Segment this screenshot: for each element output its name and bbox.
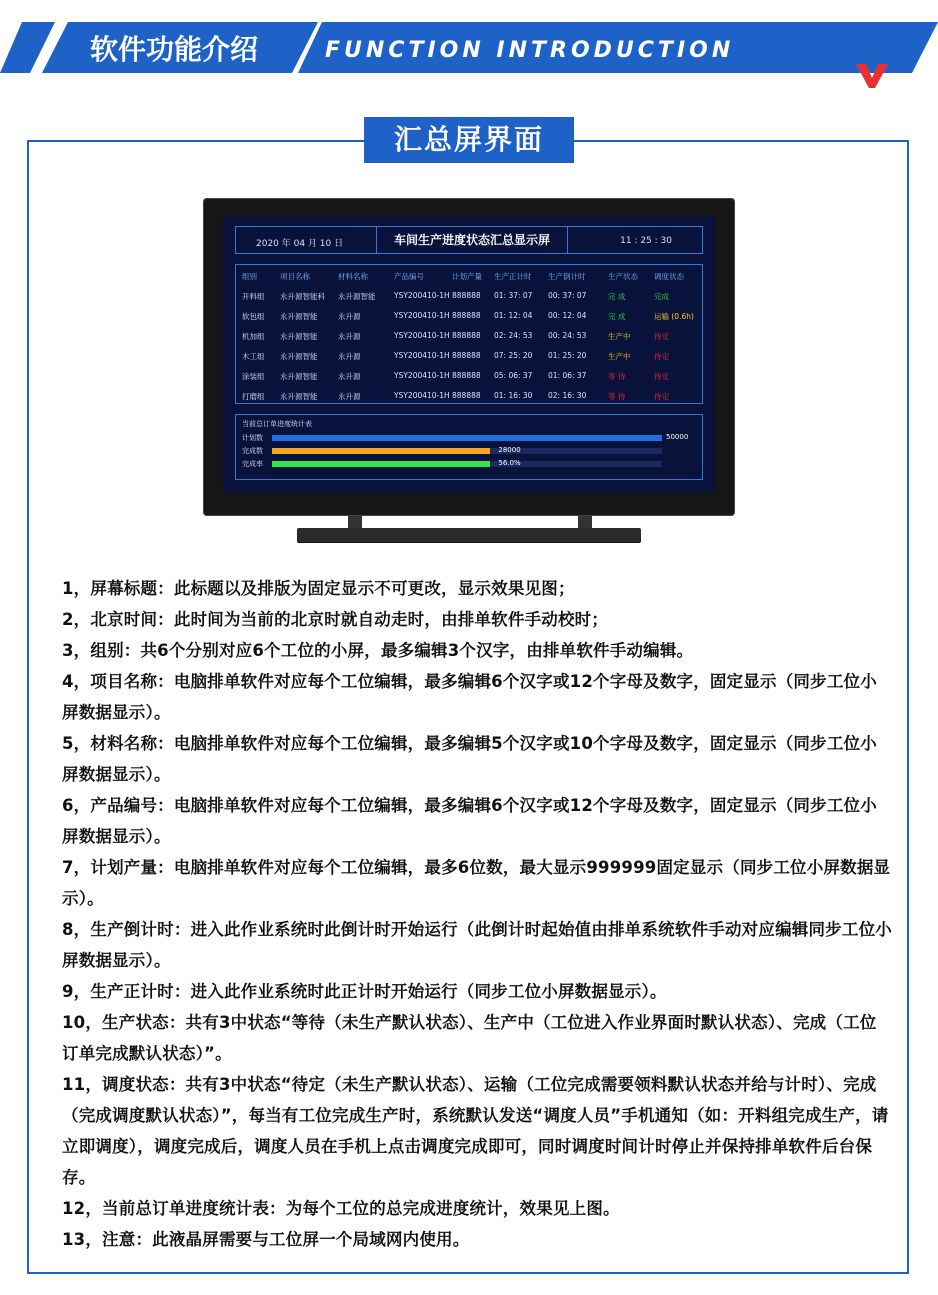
banner-title-cn: 软件功能介绍: [90, 33, 259, 66]
stat-track: [272, 435, 662, 441]
stat-value: 56.0%: [498, 459, 521, 467]
column-header: 材料名称: [338, 272, 368, 281]
table-cell: YSY200410-1H: [394, 311, 450, 320]
table-cell: 永升源智能: [280, 332, 318, 341]
table-cell: 01: 16: 30: [494, 391, 533, 400]
table-cell: 888888: [452, 351, 481, 360]
table-cell: 运输 (0.6h): [654, 312, 694, 321]
column-header: 调度状态: [654, 272, 684, 281]
table-cell: 永升源: [338, 312, 361, 321]
table-cell: YSY200410-1H: [394, 371, 450, 380]
table-cell: 涂装组: [242, 372, 265, 381]
note-item: 12，当前总订单进度统计表：为每个工位的总完成进度统计，效果见上图。: [62, 1199, 620, 1218]
table-cell: 01: 25: 20: [548, 351, 587, 360]
table-cell: YSY200410-1H: [394, 291, 450, 300]
note-item: 2，北京时间：此时间为当前的北京时就自动走时，由排单软件手动校时；: [62, 610, 609, 629]
table-cell: 完 成: [608, 312, 626, 321]
note-item: 7，计划产量：电脑排单软件对应每个工位编辑，最多6位数，最大显示999999固定显示（同步工位小屏数据显示）。: [62, 858, 891, 908]
table-cell: 待定: [654, 332, 669, 341]
table-cell: 00: 37: 07: [548, 291, 587, 300]
monitor-stand: [297, 528, 641, 542]
table-header: [236, 265, 702, 285]
note-item: 5，材料名称：电脑排单软件对应每个工位编辑，最多编辑5个汉字或10个字母及数字，固定显示（同步工位小屏数据显示）。: [62, 734, 877, 784]
note-item: 6，产品编号：电脑排单软件对应每个工位编辑，最多编辑6个汉字或12个字母及数字，固定显示（同步工位小屏数据显示）。: [62, 796, 877, 846]
table-cell: 木工组: [242, 352, 265, 361]
table-cell: 打磨组: [242, 392, 265, 401]
table-cell: 888888: [452, 371, 481, 380]
note-item: 1，屏幕标题：此标题以及排版为固定显示不可更改，显示效果见图；: [62, 579, 575, 598]
table-row: [236, 305, 702, 325]
column-header: 生产正计时: [494, 272, 532, 281]
table-cell: 等 待: [608, 372, 626, 381]
table-cell: 永升源智能: [280, 392, 318, 401]
table-cell: 待定: [654, 352, 669, 361]
stat-value: 50000: [666, 433, 689, 441]
table-cell: 永升源智能: [338, 292, 376, 301]
stat-label: 计划数: [242, 434, 263, 442]
note-item: 10，生产状态：共有3中状态“等待（未生产默认状态）、生产中（工位进入作业界面时默认状态）、完成（工位订单完成默认状态）”。: [62, 1013, 877, 1063]
table-cell: 01: 06: 37: [548, 371, 587, 380]
table-cell: 05: 06: 37: [494, 371, 533, 380]
screen-time: 11 : 25 : 30: [620, 236, 672, 246]
stat-track: [272, 448, 662, 454]
table-cell: 888888: [452, 331, 481, 340]
table-cell: 完 成: [608, 292, 626, 301]
column-header: 项目名称: [280, 272, 310, 281]
note-item: 11，调度状态：共有3中状态“待定（未生产默认状态）、运输（工位完成需要领料默认状态并给与计时）、完成（完成调度默认状态）”，每当有工位完成生产时，系统默认发送“调度人员”手机通知（如：开料组完成生产，请立即调度），调度完成后，调度人员在手机上点击调度完成即可，同时调度时间计时停止并保持排单软件后台保存。: [62, 1075, 889, 1187]
table-cell: 开料组: [242, 292, 265, 301]
column-header: 组别: [242, 272, 257, 281]
stats-title: 当前总订单进度统计表: [242, 420, 312, 428]
stat-label: 完成数: [242, 447, 263, 455]
column-header: 产品编号: [394, 272, 424, 281]
table-cell: 生产中: [608, 352, 631, 361]
table-cell: 02: 24: 53: [494, 331, 533, 340]
table-cell: 生产中: [608, 332, 631, 341]
column-header: 生产倒计时: [548, 272, 586, 281]
table-cell: 永升源: [338, 332, 361, 341]
table-cell: 永升源智能: [280, 372, 318, 381]
note-item: 9，生产正计时：进入此作业系统时此正计时开始运行（同步工位小屏数据显示）。: [62, 982, 667, 1001]
table-cell: 机加组: [242, 332, 265, 341]
header-banner: [0, 0, 938, 100]
table-cell: 永升源: [338, 352, 361, 361]
screen-date: 2020 年 04 月 10 日: [256, 239, 344, 249]
table-cell: 永升源: [338, 392, 361, 401]
stat-fill: [272, 461, 490, 467]
table-cell: 07: 25: 20: [494, 351, 533, 360]
table-cell: 01: 12: 04: [494, 311, 533, 320]
column-header: 计划产量: [452, 272, 482, 281]
stat-label: 完成率: [242, 460, 263, 468]
note-item: 8，生产倒计时：进入此作业系统时此倒计时开始运行（此倒计时起始值由排单系统软件手动对应编辑同步工位小屏数据显示）。: [62, 920, 892, 970]
stat-fill: [272, 435, 662, 441]
table-cell: YSY200410-1H: [394, 391, 450, 400]
stat-fill: [272, 448, 490, 454]
table-cell: 00: 12: 04: [548, 311, 587, 320]
status-table: [235, 264, 703, 404]
table-cell: 02: 16: 30: [548, 391, 587, 400]
table-cell: 888888: [452, 391, 481, 400]
table-cell: 888888: [452, 311, 481, 320]
table-cell: 永升源智能: [280, 352, 318, 361]
table-row: [236, 385, 702, 405]
table-cell: 软包组: [242, 312, 265, 321]
table-cell: 888888: [452, 291, 481, 300]
table-row: [236, 325, 702, 345]
stat-value: 28000: [498, 446, 521, 454]
column-header: 生产状态: [608, 272, 638, 281]
note-item: 3，组别：共6个分别对应6个工位的小屏，最多编辑3个汉字，由排单软件手动编辑。: [62, 641, 694, 660]
description-list: [62, 573, 892, 1255]
table-cell: 永升源智能科: [280, 292, 325, 301]
table-cell: 待定: [654, 392, 669, 401]
table-row: [236, 365, 702, 385]
note-item: 13，注意：此液晶屏需要与工位屏一个局域网内使用。: [62, 1230, 470, 1249]
table-cell: 00: 24: 53: [548, 331, 587, 340]
monitor: [203, 198, 735, 516]
banner-graphic: [0, 0, 938, 100]
stat-track: [272, 461, 662, 467]
screen-header: [235, 226, 703, 254]
table-cell: 永升源智能: [280, 312, 318, 321]
section-title: 汇总屏界面: [364, 117, 574, 163]
table-cell: 等 待: [608, 392, 626, 401]
screen-title: 车间生产进度状态汇总显示屏: [376, 227, 568, 253]
table-cell: 完成: [654, 292, 669, 301]
table-row: [236, 345, 702, 365]
table-cell: 永升源: [338, 372, 361, 381]
table-cell: 01: 37: 07: [494, 291, 533, 300]
table-cell: YSY200410-1H: [394, 331, 450, 340]
monitor-screen: [223, 216, 715, 492]
progress-stats: [235, 414, 703, 480]
table-row: [236, 285, 702, 305]
table-cell: 待定: [654, 372, 669, 381]
banner-title-en: FUNCTION INTRODUCTION: [325, 38, 735, 63]
table-cell: YSY200410-1H: [394, 351, 450, 360]
note-item: 4，项目名称：电脑排单软件对应每个工位编辑，最多编辑6个汉字或12个字母及数字，固定显示（同步工位小屏数据显示）。: [62, 672, 877, 722]
